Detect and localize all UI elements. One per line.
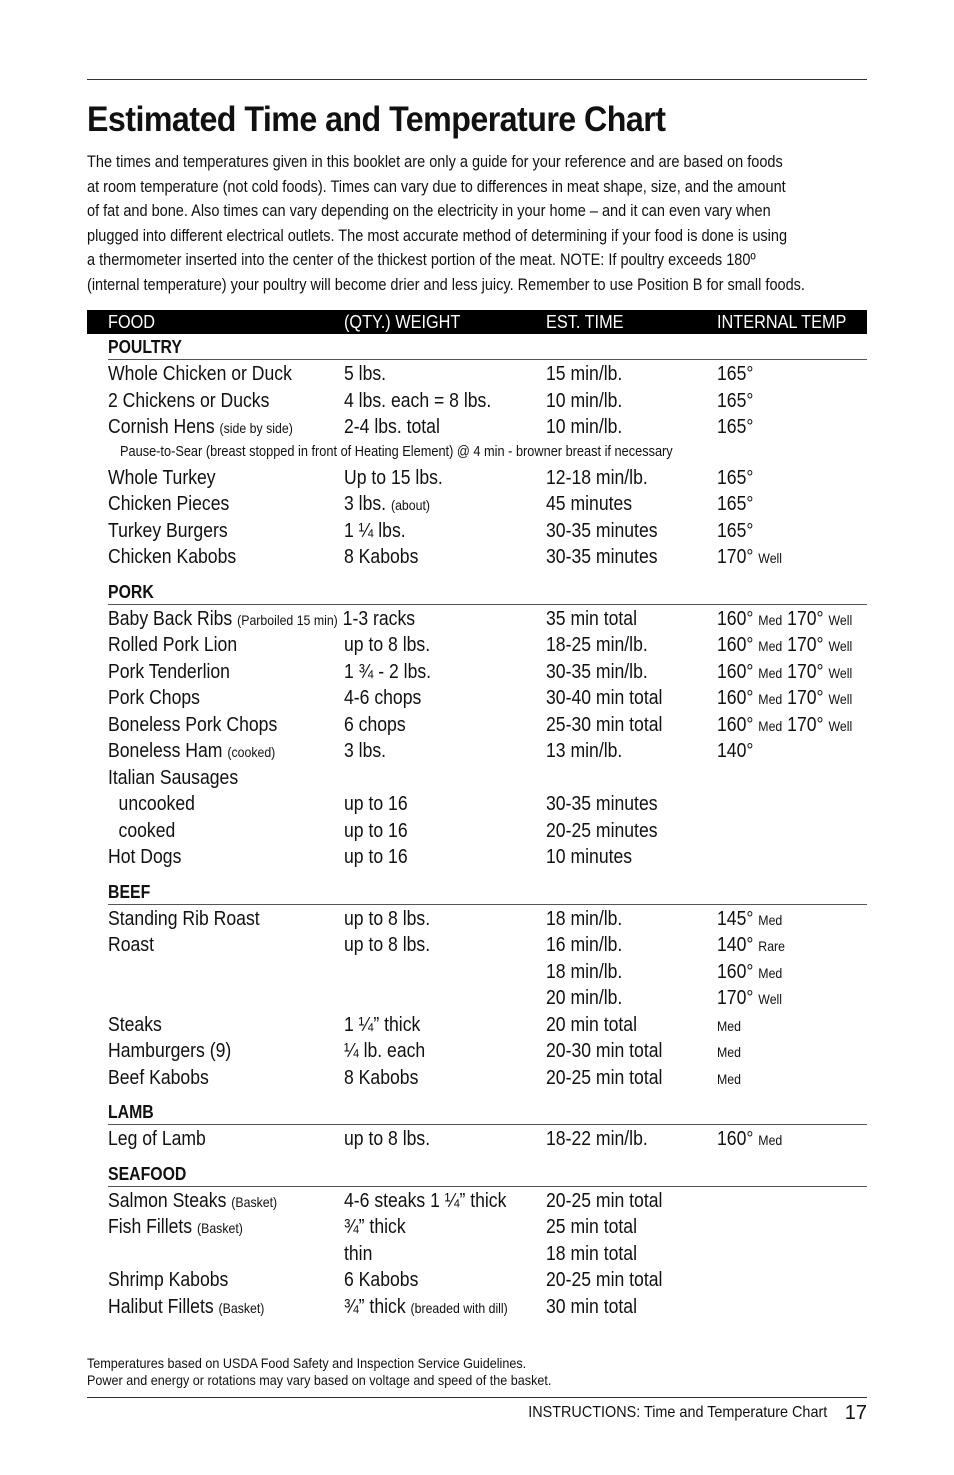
table-row (87, 844, 867, 870)
doneness-label: Med (758, 638, 783, 654)
section-title: LAMB (108, 1102, 154, 1122)
section-note: Pause-to-Sear (breast stopped in front of Heating Element) @ 4 min - browner breast if necessary (120, 443, 673, 460)
time-cell: 20 min/lb. (546, 987, 623, 1009)
temp-value: 165° (717, 519, 754, 542)
food-cell (108, 1214, 243, 1241)
food-cell (108, 765, 238, 791)
column-header-time: EST. TIME (546, 311, 624, 332)
table-row (87, 491, 867, 517)
column-header-temp: INTERNAL TEMP (717, 311, 847, 332)
weight-cell (344, 791, 408, 817)
weight-value: 4-6 chops (344, 687, 422, 709)
section-title: BEEF (108, 881, 151, 902)
temp-cell (717, 544, 782, 571)
food-cell (108, 818, 175, 844)
table-row (87, 906, 867, 932)
food-name: Boneless Pork Chops (108, 713, 278, 736)
temp-cell (717, 518, 753, 544)
section-title: SEAFOOD (108, 1163, 187, 1184)
table-row (87, 985, 867, 1011)
temp-value: 160° (717, 607, 754, 630)
weight-value: up to 8 lbs. (344, 634, 431, 656)
weight-cell (344, 932, 430, 958)
time-cell: 20-25 min total (546, 1066, 663, 1089)
temp-value: 165° (717, 416, 754, 438)
footnote-line: Temperatures based on USDA Food Safety and Inspection Service Guidelines. (87, 1355, 527, 1371)
weight-value: up to 16 (344, 819, 408, 842)
weight-value: 1 ¼” thick (344, 1013, 421, 1036)
time-cell: 18-25 min/lb. (546, 634, 648, 656)
temp-cell (717, 712, 852, 739)
table-row (87, 518, 867, 544)
column-header-weight: (QTY.) WEIGHT (344, 311, 461, 332)
weight-value: 5 lbs. (344, 363, 387, 385)
food-cell (108, 1294, 264, 1321)
temp-value: 140° (717, 934, 754, 956)
food-cell (108, 632, 237, 658)
food-cell (108, 791, 195, 817)
weight-cell (344, 1065, 418, 1091)
weight-cell (344, 712, 406, 738)
time-cell: 30-35 minutes (546, 519, 658, 542)
food-name: Hot Dogs (108, 846, 182, 868)
doneness-label: Med (758, 717, 783, 734)
weight-value: thin (344, 1242, 373, 1265)
food-name: Steaks (108, 1013, 162, 1036)
food-cell (108, 1267, 228, 1293)
temp-value: 160° (717, 713, 754, 736)
table-row (87, 791, 867, 817)
weight-value: 8 Kabobs (344, 546, 419, 568)
table-row (87, 659, 867, 685)
intro-line: (internal temperature) your poultry will become drier and less juicy. Remember to use Position B for small foods. (87, 275, 805, 294)
time-cell: 16 min/lb. (546, 934, 623, 956)
temp-cell (717, 932, 785, 959)
food-cell (108, 518, 228, 544)
table-row (87, 1294, 867, 1320)
table-row (87, 685, 867, 711)
temp-value: 170° (717, 987, 754, 1009)
food-name: Turkey Burgers (108, 519, 228, 542)
doneness-label: Med (717, 1017, 741, 1034)
temp-cell (717, 659, 852, 686)
weight-cell (344, 685, 421, 711)
time-cell: 30 min total (546, 1295, 637, 1318)
temp-cell (717, 361, 753, 387)
intro-line: of fat and bone. Also times can vary depending on the electricity in your home – and it can even vary when (87, 202, 771, 221)
table-row (87, 606, 867, 632)
section-title: POULTRY (108, 337, 182, 357)
weight-cell (344, 906, 430, 932)
time-cell: 18 min/lb. (546, 907, 623, 930)
page-title: Estimated Time and Temperature Chart (87, 100, 666, 139)
time-cell: 18-22 min/lb. (546, 1128, 648, 1150)
weight-cell (344, 361, 386, 387)
weight-value: up to 16 (344, 793, 408, 815)
weight-value: up to 8 lbs. (344, 907, 431, 930)
table-row (87, 465, 867, 491)
weight-value: 1 ¼ lbs. (344, 519, 406, 542)
footnotes (87, 1355, 551, 1389)
food-cell (108, 1038, 231, 1064)
temp-cell (717, 465, 753, 491)
table-row (87, 738, 867, 764)
doneness-label: Well (828, 611, 853, 628)
food-cell (108, 906, 260, 932)
section-rule (108, 1124, 867, 1125)
doneness-label: Med (717, 1044, 741, 1060)
table-row (87, 932, 867, 958)
table-row (87, 1065, 867, 1091)
food-cell (108, 465, 216, 491)
temp-value: 170° (787, 607, 824, 630)
food-name: Pork Tenderlion (108, 660, 230, 683)
temp-cell (717, 985, 782, 1012)
temp-value: 160° (717, 660, 754, 683)
food-name: Standing Rib Roast (108, 907, 260, 930)
intro-paragraph (87, 150, 867, 298)
food-name: Chicken Kabobs (108, 546, 237, 568)
doneness-label: Med (758, 964, 783, 981)
food-name: Roast (108, 934, 154, 956)
food-name: Fish Fillets (108, 1216, 193, 1238)
food-name: Shrimp Kabobs (108, 1269, 229, 1291)
food-cell (108, 932, 154, 958)
table-row (87, 1012, 867, 1038)
weight-cell (344, 518, 406, 544)
time-cell: 20-30 min total (546, 1040, 663, 1062)
food-note: (Basket) (231, 1193, 278, 1210)
food-note: (Basket) (218, 1299, 265, 1316)
doneness-label: Well (828, 717, 853, 734)
food-cell (108, 1012, 162, 1038)
doneness-label: Med (758, 691, 783, 707)
doneness-label: Well (828, 664, 853, 681)
weight-cell (344, 465, 443, 491)
doneness-label: Rare (758, 938, 786, 954)
temp-cell (717, 388, 753, 414)
top-rule (87, 79, 867, 80)
temp-cell (717, 1038, 741, 1065)
food-cell (108, 1065, 209, 1091)
time-cell: 45 minutes (546, 493, 633, 515)
temp-cell (717, 1126, 782, 1153)
food-weight: 1-3 racks (342, 607, 416, 630)
weight-cell (344, 414, 440, 440)
time-cell: 20-25 minutes (546, 819, 658, 842)
time-cell: 20 min total (546, 1013, 637, 1036)
weight-cell (344, 388, 491, 414)
food-cell (108, 544, 236, 570)
section-rule (108, 604, 867, 605)
temp-value: 160° (717, 960, 754, 983)
food-cell (108, 1126, 206, 1152)
weight-cell (344, 1038, 425, 1064)
time-cell: 20-25 min total (546, 1189, 663, 1212)
food-name: Beef Kabobs (108, 1066, 209, 1089)
food-cell (108, 361, 292, 387)
doneness-label: Well (828, 691, 853, 707)
temp-value: 165° (717, 363, 754, 385)
weight-value: ¼ lb. each (344, 1040, 426, 1062)
doneness-label: Med (717, 1070, 741, 1087)
time-cell: 10 min/lb. (546, 389, 623, 412)
table-row (87, 544, 867, 570)
table-row (87, 414, 867, 440)
food-name: Whole Turkey (108, 466, 216, 489)
weight-value: ¾” thick (344, 1216, 406, 1238)
table-row (87, 959, 867, 985)
temp-cell (717, 414, 753, 440)
time-cell: 25 min total (546, 1216, 637, 1238)
temp-value: 140° (717, 740, 754, 762)
doneness-label: Med (758, 911, 783, 928)
weight-cell (344, 1126, 430, 1152)
food-cell (108, 1188, 277, 1215)
food-cell (108, 606, 415, 633)
weight-value: 8 Kabobs (344, 1066, 419, 1089)
time-cell: 15 min/lb. (546, 363, 623, 385)
section-rule (108, 1186, 867, 1187)
weight-value: 3 lbs. (344, 740, 387, 762)
food-name: Pork Chops (108, 687, 200, 709)
temp-cell (717, 738, 753, 764)
temp-value: 160° (717, 634, 754, 656)
temp-value: 160° (717, 1128, 754, 1150)
column-header-food: FOOD (108, 311, 156, 332)
weight-cell (344, 738, 386, 764)
temp-value: 170° (787, 713, 824, 736)
weight-cell (344, 1241, 372, 1267)
table-row (87, 632, 867, 658)
weight-cell (344, 1294, 508, 1321)
weight-value: 2-4 lbs. total (344, 416, 440, 438)
temp-value: 170° (787, 660, 824, 683)
weight-cell (344, 544, 418, 570)
time-cell: 30-35 minutes (546, 546, 658, 568)
temp-value: 165° (717, 389, 754, 412)
weight-cell (344, 632, 430, 658)
weight-value: 4-6 steaks 1 ¼” thick (344, 1189, 507, 1212)
food-name: 2 Chickens or Ducks (108, 389, 270, 412)
time-cell: 35 min total (546, 607, 637, 630)
bottom-rule (87, 1397, 867, 1398)
food-name: Halibut Fillets (108, 1295, 214, 1318)
weight-value: up to 8 lbs. (344, 1128, 431, 1150)
weight-cell (344, 1267, 418, 1293)
time-cell: 30-35 minutes (546, 793, 658, 815)
time-cell: 12-18 min/lb. (546, 466, 648, 489)
food-note: (cooked) (227, 744, 276, 760)
page-number: 17 (844, 1402, 867, 1424)
food-name: Hamburgers (9) (108, 1040, 232, 1062)
food-name: Baby Back Ribs (108, 607, 233, 630)
temp-value: 165° (717, 466, 754, 489)
time-cell: 13 min/lb. (546, 740, 623, 762)
table-row (87, 388, 867, 414)
table-row (87, 1038, 867, 1064)
intro-line: a thermometer inserted into the center of the thickest portion of the meat. NOTE: If poultry exceeds 180º (87, 251, 756, 270)
weight-value: Up to 15 lbs. (344, 466, 443, 489)
food-note: (Basket) (197, 1220, 243, 1236)
food-name: Boneless Ham (108, 740, 223, 762)
food-name: Chicken Pieces (108, 493, 230, 515)
temp-cell (717, 491, 753, 517)
weight-cell (344, 1214, 406, 1240)
weight-cell (344, 491, 430, 518)
temp-cell (717, 606, 852, 633)
section-rule (108, 904, 867, 905)
time-cell: 10 minutes (546, 846, 633, 868)
weight-cell (344, 844, 408, 870)
page-footer (495, 1401, 868, 1425)
food-name: uncooked (118, 793, 195, 815)
table-row (87, 712, 867, 738)
table-row (87, 1241, 867, 1267)
food-cell (108, 712, 277, 738)
weight-cell (344, 1188, 506, 1214)
temp-value: 170° (787, 687, 824, 709)
doneness-label: Well (828, 638, 853, 654)
food-name: Whole Chicken or Duck (108, 363, 292, 385)
weight-value: ¾” thick (344, 1295, 406, 1318)
food-cell (108, 738, 275, 765)
table-header (87, 310, 867, 334)
table-row (87, 1214, 867, 1240)
weight-cell (344, 1012, 420, 1038)
weight-value: up to 16 (344, 846, 408, 868)
footer-text: INSTRUCTIONS: Time and Temperature Chart (527, 1404, 827, 1421)
weight-value: 1 ¾ - 2 lbs. (344, 660, 432, 683)
temp-value: 160° (717, 687, 754, 709)
temp-value: 145° (717, 907, 754, 930)
time-cell: 25-30 min total (546, 713, 663, 736)
time-cell: 18 min total (546, 1242, 637, 1265)
intro-line: plugged into different electrical outlets. The most accurate method of determining if your food is done is using (87, 226, 788, 245)
temp-value: 170° (787, 634, 824, 656)
doneness-label: Med (758, 664, 783, 681)
section-title: PORK (108, 581, 154, 602)
table-row (87, 1126, 867, 1152)
time-cell: 30-35 min/lb. (546, 660, 648, 683)
doneness-label: Med (758, 611, 783, 628)
food-cell (108, 491, 229, 517)
food-cell (108, 388, 269, 414)
doneness-label: Well (758, 550, 783, 566)
temp-cell (717, 1065, 741, 1092)
doneness-label: Med (758, 1132, 783, 1148)
weight-value: 6 Kabobs (344, 1269, 419, 1291)
food-name: Italian Sausages (108, 766, 239, 789)
temp-cell (717, 1012, 741, 1039)
table-row (87, 818, 867, 844)
food-name: Rolled Pork Lion (108, 634, 238, 656)
table-row (87, 361, 867, 387)
temp-value: 165° (717, 493, 754, 515)
weight-note: (about) (390, 497, 431, 513)
footnote-line: Power and energy or rotations may vary based on voltage and speed of the basket. (87, 1372, 552, 1388)
food-note: (Parboiled 15 min) (237, 611, 338, 628)
temp-value: 170° (717, 546, 754, 568)
food-name: Salmon Steaks (108, 1189, 227, 1212)
temp-cell (717, 685, 852, 712)
temp-cell (717, 906, 782, 933)
weight-cell (344, 818, 408, 844)
table-row (87, 1188, 867, 1214)
food-name: Cornish Hens (108, 416, 215, 438)
temp-cell (717, 959, 782, 986)
weight-cell (344, 659, 431, 685)
time-cell: 30-40 min total (546, 687, 663, 709)
weight-value: 4 lbs. each = 8 lbs. (344, 389, 492, 412)
food-note: (side by side) (219, 420, 293, 436)
section-rule (108, 359, 867, 360)
weight-value: 6 chops (344, 713, 406, 736)
intro-line: at room temperature (not cold foods). Times can vary due to differences in meat shape, size, and the amount (87, 177, 786, 196)
food-name: cooked (118, 819, 176, 842)
weight-value: up to 8 lbs. (344, 934, 431, 956)
table-row (87, 765, 867, 791)
page (87, 0, 867, 1475)
food-name: Leg of Lamb (108, 1128, 206, 1150)
doneness-label: Well (758, 991, 783, 1007)
food-cell (108, 414, 293, 441)
weight-value: 3 lbs. (344, 493, 387, 515)
food-cell (108, 685, 200, 711)
table-row (87, 1267, 867, 1293)
intro-line: The times and temperatures given in this booklet are only a guide for your reference and are based on foods (87, 153, 783, 171)
time-cell: 18 min/lb. (546, 960, 623, 983)
temp-cell (717, 632, 852, 659)
time-cell: 10 min/lb. (546, 416, 623, 438)
food-cell (108, 659, 230, 685)
food-cell (108, 844, 181, 870)
time-cell: 20-25 min total (546, 1269, 663, 1291)
weight-note: (breaded with dill) (410, 1299, 508, 1316)
